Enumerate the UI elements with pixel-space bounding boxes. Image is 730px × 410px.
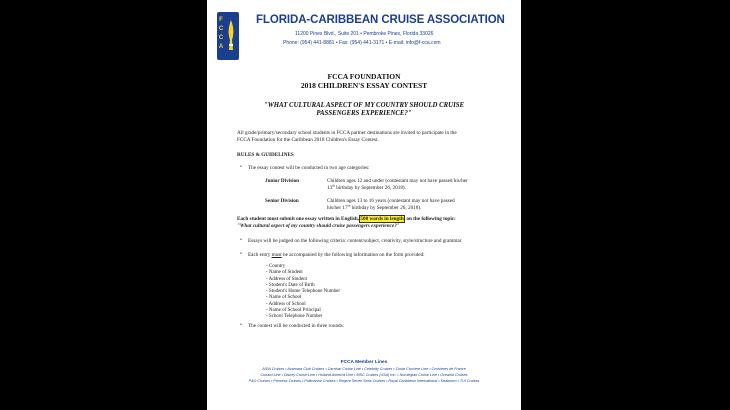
member-lines-row: Cunard Line • Disney Cruise Line • Holland America Line • MSC Cruises (USA) Inc. • Norwegian Cruise Line • Oceania Cruises [260,373,468,377]
document-page [207,0,521,410]
logo-letter: A [218,44,224,50]
flame-icon [227,20,235,52]
org-contact: Phone: (954) 441-8881 • Fax: (954) 441-3171 • E-mail: info@f-cca.com [283,40,441,46]
word-count-highlight: 500 words in length [360,216,404,222]
list-item: - Name of Student [266,270,303,276]
list-item: - School Telephone Number [266,314,323,320]
list-item: - Address of Student [266,276,307,282]
logo-letter: C [218,26,224,32]
fcca-logo [217,12,239,60]
org-address: 11200 Pines Blvd., Suite 201 • Pembroke Pines, Florida 33026 [295,31,434,37]
info-list [266,264,340,321]
list-item: - Name of School Principal [266,308,321,314]
member-lines-title: FCCA Member Lines [340,360,388,365]
rule-2: Essays will be judged on the following criteria: content/subject, creativity, style/structure and grammar. [248,238,463,244]
senior-label: Senior Division [265,198,299,204]
bullet-icon: • [240,164,242,170]
bullet-icon: • [240,322,242,328]
list-item: - Student's Home Telephone Number [266,289,341,295]
senior-line2: his/her 17th birthday by September 26, 2018). [327,203,422,211]
intro-line1: All grade/primary/secondary school students in FCCA partner destinations are invited to participate in the [237,130,457,136]
list-item: - Country [266,264,286,269]
rule-4: The contest will be conducted in three rounds: [248,323,345,329]
intro-line2: FCCA Foundation for the Caribbean 2018 Children's Essay Contest. [237,137,379,143]
logo-letter: C [218,35,224,41]
theme-line2: PASSENGERS EXPERIENCE?" [316,110,412,117]
theme-line1: "WHAT CULTURAL ASPECT OF MY COUNTRY SHOULD CRUISE [263,102,465,109]
logo-letter: F [219,17,223,23]
junior-label: Junior Division [265,178,300,184]
rule-1: The essay contest will be conducted in two age categories: [248,165,370,171]
essay-topic: "What cultural aspect of my country should cruise passengers experience?" [237,223,400,229]
senior-line1: Children ages 13 to 16 years (contestant may not have passed [327,198,455,204]
rule-3: Each entry must be accompanied by the following information on the form provided: [248,252,425,258]
org-name: FLORIDA-CARIBBEAN CRUISE ASSOCIATION [256,14,505,26]
list-item: - Address of School [266,301,306,307]
submit-instructions: Each student must submit one essay written in English, 500 words in length, on the following topic: [237,216,456,222]
member-lines-row: P&O Cruises • Princess Cruises • Pullmantur Cruises • Regent Seven Seas Cruises • Royal Caribbean International • Seabourn • TUI Cruises [248,379,480,383]
doc-title-line2: 2018 CHILDREN'S ESSAY CONTEST [300,81,428,90]
junior-line1: Children ages 12 and under (contestant may not have passed his/her [327,178,468,184]
bullet-icon: • [240,237,242,243]
member-lines-row: AIDA Cruises • Azamara Club Cruises • Carnival Cruise Line • Celebrity Cruises • Costa Crociere Line • Croisieres de France [262,367,466,371]
bullet-icon: • [240,251,242,257]
doc-title-line1: FCCA FOUNDATION [327,72,401,81]
list-item: - Student's Date of Birth [266,282,315,288]
list-item: - Name of School [266,295,302,301]
junior-line2: 13th birthday by September 26, 2018). [327,183,406,191]
rules-heading: RULES & GUIDELINES [237,152,294,158]
